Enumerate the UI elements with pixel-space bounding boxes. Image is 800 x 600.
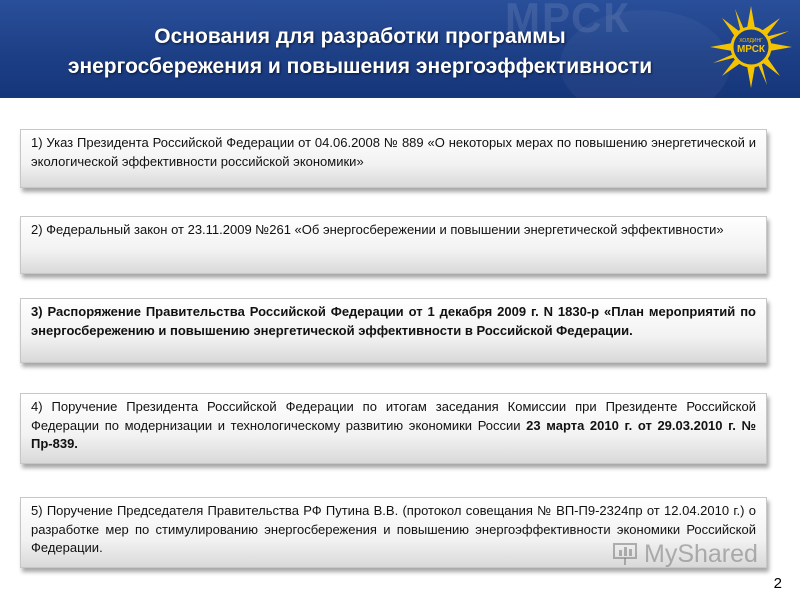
page-number: 2 bbox=[773, 575, 782, 592]
list-item-text: 5) Поручение Председателя Правительства РФ Путина В.В. (протокол совещания № ВП-П9-2324пр от 12.04.2010 г.) о разработке мер по стимулированию энергосбережения и повышению энергоэффективности экономики Российской Федерации. bbox=[31, 503, 756, 555]
list-item-text-main: 4) Поручение Президента Российской Федерации по итогам заседания Комиссии при Президенте Российской Федерации по модернизации и технологическому развитию экономики России bbox=[31, 399, 756, 433]
list-item-3 bbox=[20, 298, 767, 363]
list-item-text-date: 23 марта 2010 г. от 29.03.2010 г. № Пр-839. bbox=[31, 417, 756, 451]
watermark-text: MyShared bbox=[644, 539, 758, 568]
mrsk-logo bbox=[708, 4, 794, 90]
slide-title bbox=[0, 22, 720, 82]
list-item-text: 1) Указ Президента Российской Федерации от 04.06.2008 № 889 «О некоторых мерах по повышению энергетической и экологической эффективности российской экономики» bbox=[31, 135, 756, 169]
list-item-2 bbox=[20, 216, 767, 274]
logo-top-text: ХОЛДИНГ bbox=[739, 38, 763, 44]
list-item-text bbox=[31, 398, 756, 454]
list-item-4 bbox=[20, 393, 767, 464]
list-item-text: 2) Федеральный закон от 23.11.2009 №261 «Об энергосбережении и повышении энергетической эффективности» bbox=[31, 222, 724, 237]
presentation-icon bbox=[612, 541, 638, 567]
slide-header bbox=[0, 0, 800, 98]
title-line-1: Основания для разработки программы bbox=[154, 25, 566, 48]
logo-text: МРСК bbox=[736, 44, 766, 55]
title-line-2: энергосбережения и повышения энергоэффективности bbox=[67, 55, 653, 78]
list-item-1 bbox=[20, 129, 767, 188]
header-watermark: МРСК bbox=[505, 0, 631, 41]
list-item-text: 3) Распоряжение Правительства Российской Федерации от 1 декабря 2009 г. N 1830-р «План мероприятий по энергосбережению и повышению энергетической эффективности в Российской Федерации. bbox=[31, 304, 756, 338]
myshared-watermark bbox=[612, 537, 782, 571]
